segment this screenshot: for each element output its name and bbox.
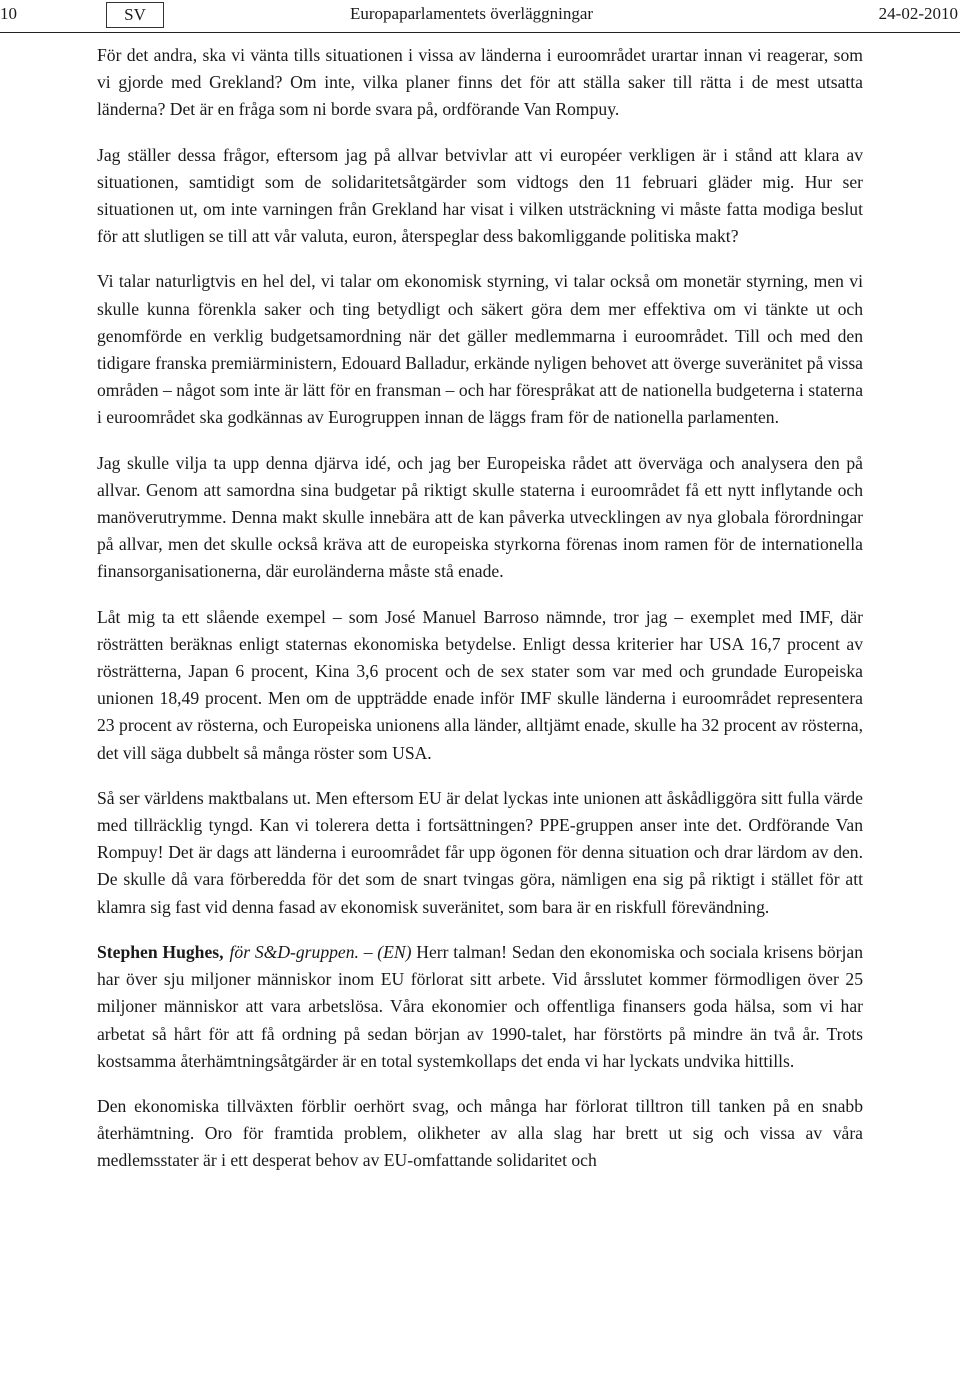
speaker-affiliation: för S&D-gruppen.: [229, 941, 359, 962]
speaker-language: (EN): [377, 941, 412, 962]
speaker-name: Stephen Hughes,: [97, 941, 224, 962]
paragraph-1: För det andra, ska vi vänta tills situationen i vissa av länderna i euroområdet urartar innan vi reagerar, som vi gjorde med Grekland? Om inte, vilka planer finns det för att ställa saker till rätta i de mest utsatta länderna? Det är en fråga som ni borde svara på, ordförande Van Rompuy.: [97, 45, 863, 120]
speaker-text: Herr talman! Sedan den ekonomiska och sociala krisens början har över sju miljoner människor inom EU förlorat sitt arbete. Vid årsslutet kommer förmodligen över 25 miljoner människor att vara arbetslösa. Våra ekonomier och offentliga finansers goda hälsa, som vi har arbetat så hårt för att få ordning på sedan början av 1990-talet, har förstörts på mindre än två år. Trots kostsamma återhämtningsåtgärder är en total systemkollaps det enda vi har lyckats undvika hittills.: [97, 941, 864, 1071]
speaker-paragraph: [97, 939, 863, 1075]
paragraph-3: Vi talar naturligtvis en hel del, vi talar om ekonomisk styrning, vi talar också om monetär styrning, men vi skulle kunna förenkla saker och ting betydligt och säkert göra dem mer effektiva om vi tänkte ut och genomförde en verklig budgetsamordning när det gäller medlemmarna i euroområdet. Till och med den tidigare franska premiärministern, Edouard Balladur, erkände nyligen behovet att överge suveränitet på vissa områden – något som inte är lätt för en fransman – och har förespråkat att de nationella budgeterna i staterna i euroområdet ska godkännas av Eurogruppen innan de läggs fram för de nationella parlamenten.: [97, 271, 863, 428]
page-header: [0, 0, 960, 33]
language-code-box: SV: [106, 2, 164, 28]
document-body: [97, 42, 863, 1193]
paragraph-2: Jag ställer dessa frågor, eftersom jag på allvar betvivlar att vi européer verkligen är i stånd att klara av situationen, samtidigt som de solidaritetsåtgärder som vidtogs den 11 februari gläder mig. Hur ser situationen ut, om inte varningen från Grekland har visat i vilken utsträckning vi måste fatta modiga beslut för att slutligen se till att vår valuta, euron, återspeglar dess bakomliggande politiska makt?: [97, 144, 863, 247]
paragraph-4: Jag skulle vilja ta upp denna djärva idé, och jag ber Europeiska rådet att överväga och analysera den på allvar. Genom att samordna sina budgetar på riktigt skulle staterna i euroområdet få ett nytt inflytande och manöverutrymme. Denna makt skulle innebära att de kan påverka utvecklingen av nya globala förordningar på allvar, men det skulle också kräva att de europeiska styrkorna förenas inom ramen för de internationella finansorganisationerna, där euroländerna måste stå enade.: [97, 452, 863, 582]
paragraph-final: Den ekonomiska tillväxten förblir oerhört svag, och många har förlorat tilltron till tanken på en snabb återhämtning. Oro för framtida problem, olikheter av alla slag har brett ut sig och vissa av våra medlemsstater är i ett desperat behov av EU-omfattande solidaritet och: [97, 1095, 863, 1171]
header-title: Europaparlamentets överläggningar: [350, 4, 594, 23]
page-number: 10: [0, 4, 17, 23]
paragraph-5: Låt mig ta ett slående exempel – som José Manuel Barroso nämnde, tror jag – exemplet med IMF, där rösträtten beräknas enligt staternas ekonomiska betydelse. Enligt dessa kriterier har USA 16,7 procent av rösträtterna, Japan 6 procent, Kina 3,6 procent och de sex stater som var med och grundade Europeiska unionen 18,49 procent. Men om de uppträdde enade inför IMF skulle länderna i euroområdet representera 23 procent av rösterna, och Europeiska unionens alla länder, alltjämt enade, skulle ha 32 procent av rösterna, det vill säga dubbelt så många röster som USA.: [97, 606, 863, 763]
speaker-dash: –: [358, 941, 378, 962]
header-date: 24-02-2010: [878, 4, 958, 23]
paragraph-6: Så ser världens maktbalans ut. Men eftersom EU är delat lyckas inte unionen att åskådliggöra sitt fulla värde med tillräcklig tyngd. Kan vi tolerera detta i fortsättningen? PPE-gruppen anser inte det. Ordförande Van Rompuy! Det är dags att länderna i euroområdet får upp ögonen för denna situation och drar lärdom av den. De skulle då vara förberedda för det som de snart tvingas göra, nämligen ena sig på riktigt i stället för att klamra sig fast vid denna fasad av ekonomisk suveränitet, som bara är en riskfull förevändning.: [97, 787, 863, 917]
